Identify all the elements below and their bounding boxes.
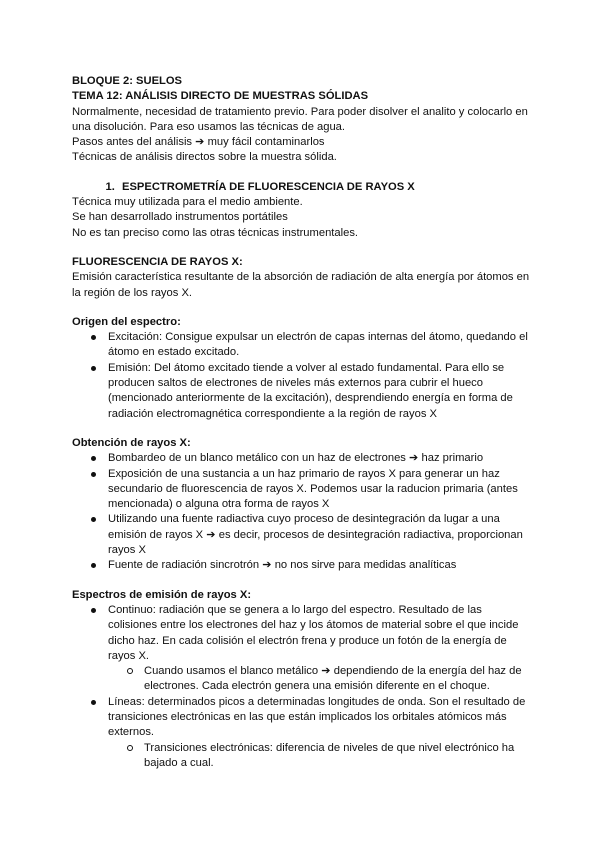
section-1-line: No es tan preciso como las otras técnicas instrumentales. xyxy=(72,226,359,239)
list-item xyxy=(108,695,532,771)
intro-line-steps: Pasos antes del análisis ➔ muy fácil contaminarlos xyxy=(72,136,325,149)
spectra-list xyxy=(72,603,532,771)
continuous-sublist xyxy=(108,664,532,695)
list-item: Fuente de radiación sincrotrón ➔ no nos sirve para medidas analíticas xyxy=(108,558,532,573)
document-page xyxy=(72,74,532,771)
list-item: Bombardeo de un blanco metálico con un haz de electrones ➔ haz primario xyxy=(108,451,532,466)
intro-paragraph: Normalmente, necesidad de tratamiento previo. Para poder disolver el analito y colocarlo en una disolución. Para eso usamos las técnicas de agua. xyxy=(72,105,528,133)
section-1-line: Técnica muy utilizada para el medio ambiente. xyxy=(72,196,303,209)
topic-title: TEMA 12: ANÁLISIS DIRECTO DE MUESTRAS SÓLIDAS xyxy=(72,90,369,103)
sub-list-item: Transiciones electrónicas: diferencia de niveles de que nivel electrónico ha bajado a cual. xyxy=(144,741,532,772)
list-item: Excitación: Consigue expulsar un electrón de capas internas del átomo, quedando el átomo en estado excitado. xyxy=(108,330,532,361)
fluorescence-text: Emisión característica resultante de la absorción de radiación de alta energía por átomos en la región de los rayos X. xyxy=(72,271,530,299)
origin-list xyxy=(72,330,532,422)
spectra-title: Espectros de emisión de rayos X: xyxy=(72,588,252,601)
list-item xyxy=(108,603,532,695)
list-item: Utilizando una fuente radiactiva cuyo proceso de desintegración da lugar a una emisión de rayos X ➔ es decir, procesos de desintegración radiactiva, proporcionan rayos X xyxy=(108,512,532,558)
list-item: Emisión: Del átomo excitado tiende a volver al estado fundamental. Para ello se producen saltos de electrones de niveles más externos para cubrir el hueco (mencionado anteriormente de la excitación), desprendiendo energía en forma de radiación electromagnética correspondiente a la región de rayos X xyxy=(108,361,532,422)
section-1-line: Se han desarrollado instrumentos portátiles xyxy=(72,211,288,224)
lines-text: Líneas: determinados picos a determinadas longitudes de onda. Son el resultado de transiciones electrónicas en las que están implicados los orbitales atómicos más externos. xyxy=(108,695,526,739)
section-1-title: 1. ESPECTROMETRÍA DE FLUORESCENCIA DE RAYOS X xyxy=(118,180,532,195)
intro-line-techniques: Técnicas de análisis directos sobre la muestra sólida. xyxy=(72,151,337,164)
block-title: BLOQUE 2: SUELOS xyxy=(72,75,183,87)
obtention-title: Obtención de rayos X: xyxy=(72,436,191,449)
fluorescence-title: FLUORESCENCIA DE RAYOS X: xyxy=(72,255,243,268)
section-list xyxy=(72,180,532,195)
obtention-list xyxy=(72,451,532,573)
list-item: Exposición de una sustancia a un haz primario de rayos X para generar un haz secundario de fluorescencia de rayos X. Podemos usar la raducion primaria (antes mencionada) o alguna otra forma de rayos X xyxy=(108,467,532,513)
lines-sublist xyxy=(108,741,532,772)
sub-list-item: Cuando usamos el blanco metálico ➔ dependiendo de la energía del haz de electrones. Cada electrón genera una emisión diferente en el choque. xyxy=(144,664,532,695)
origin-title: Origen del espectro: xyxy=(72,315,181,328)
continuous-text: Continuo: radiación que se genera a lo largo del espectro. Resultado de las colisiones entre los electrones del haz y los átomos de material sobre el que incide dicho haz. En cada colisión el electrón frena y produce un fotón de la energía de rayos X. xyxy=(108,603,519,662)
